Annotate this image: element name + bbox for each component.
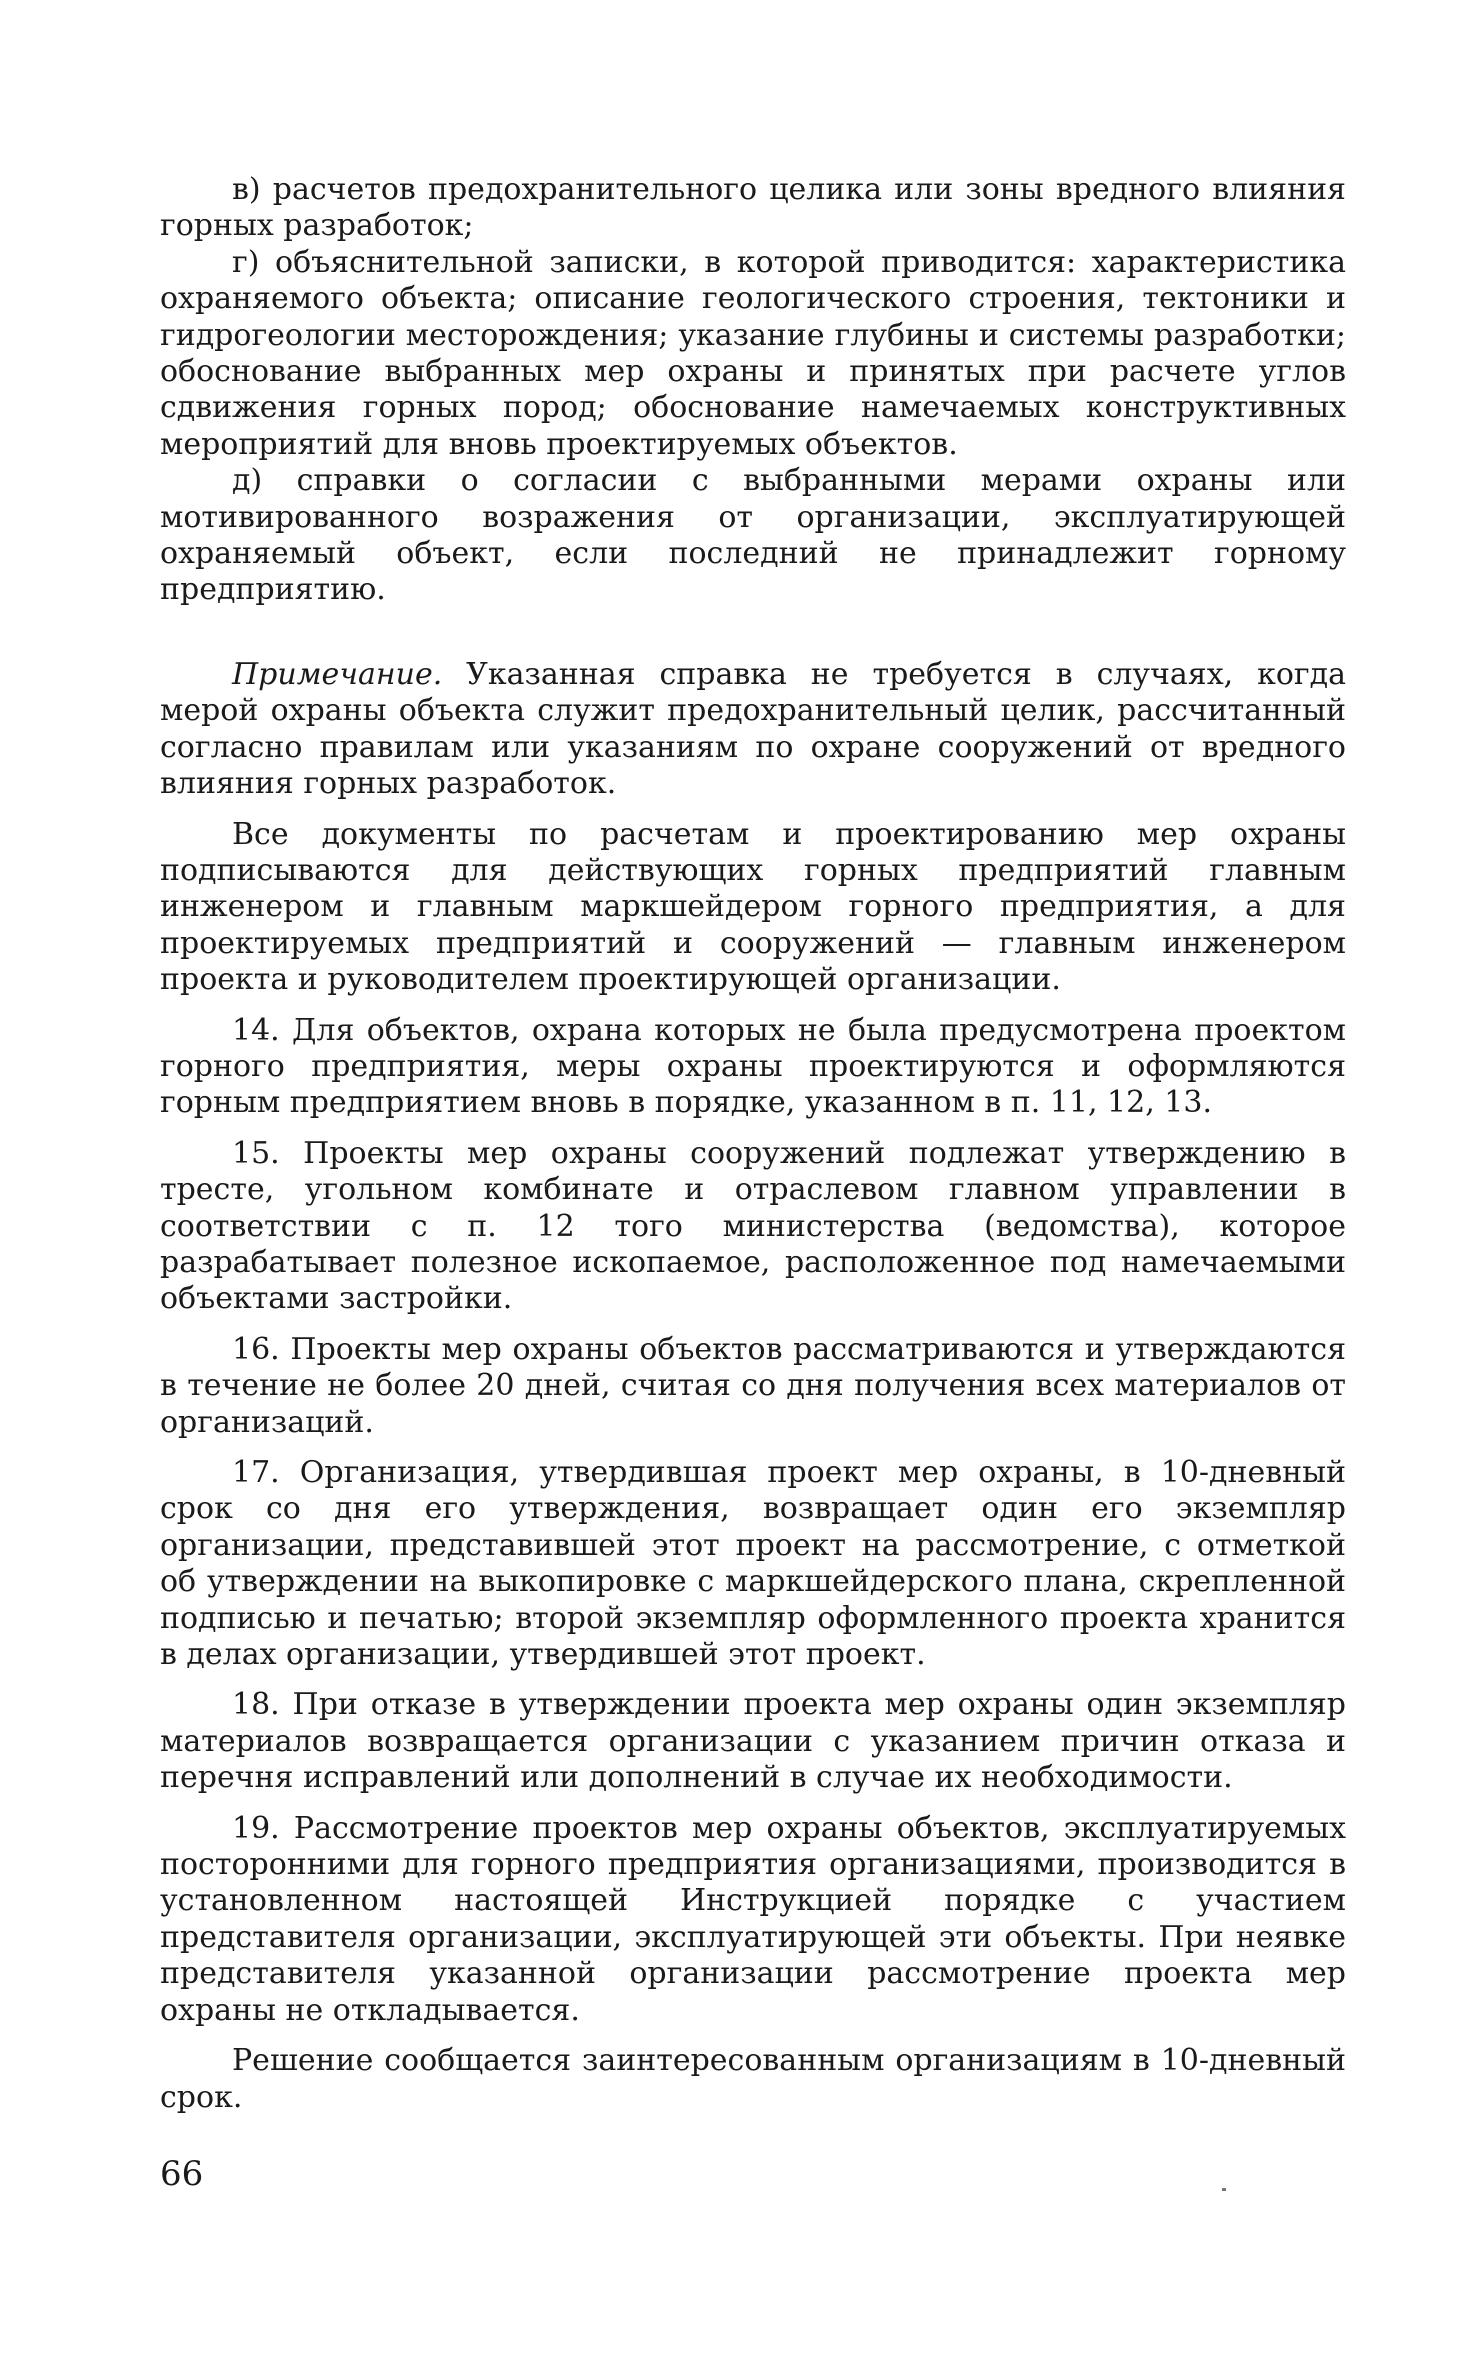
paragraph-signatures: Все документы по расчетам и проектированию мер охраны подписываются для действующих горных предприятий главным инженером и главным маркшейдером горного предприятия, а для проектируемых предприятий и сооружений — главным инженером проекта и руководителем проектирующей организации. [160, 816, 1346, 998]
list-item-g: г) объяснительной записки, в которой приводится: характеристика охраняемого объекта; описание геологического строения, тектоники и гидрогеологии месторождения; указание глубины и системы разработки; обоснование выбранных мер охраны и принятых при расчете углов сдвижения горных пород; обоснование намечаемых конструктивных мероприятий для вновь проектируемых объектов. [160, 244, 1346, 462]
note-text: Указанная справка не требуется в случаях, когда мерой охраны объекта служит предохранительный целик, рассчитанный согласно правилам или указаниям по охране сооружений от вредного влияния горных разработок. [160, 656, 1346, 802]
body-text [160, 172, 1346, 2116]
paragraph-14: 14. Для объектов, охрана которых не была предусмотрена проектом горного предприятия, меры охраны проектируются и оформляются горным предприятием вновь в порядке, указанном в п. 11, 12, 13. [160, 1012, 1346, 1121]
paragraph-17: 17. Организация, утвердившая проект мер охраны, в 10-дневный срок со дня его утверждения, возвращает один его экземпляр организации, представившей этот проект на рассмотрение, с отметкой об утверждении на выкопировке с маркшейдерского плана, скрепленной подписью и печатью; второй экземпляр оформленного проекта хранится в делах организации, утвердившей этот проект. [160, 1455, 1346, 1673]
note-paragraph [160, 657, 1346, 803]
list-item-v: в) расчетов предохранительного целика или зоны вредного влияния горных разработок; [160, 172, 1346, 244]
paragraph-18: 18. При отказе в утверждении проекта мер охраны один экземпляр материалов возвращается организации с указанием причин отказа и перечня исправлений или дополнений в случае их необходимости. [160, 1687, 1346, 1796]
paragraph-15: 15. Проекты мер охраны сооружений подлежат утверждению в тресте, угольном комбинате и отраслевом главном управлении в соответствии с п. 12 того министерства (ведомства), которое разрабатывает полезное ископаемое, расположенное под намечаемыми объектами застройки. [160, 1135, 1346, 1317]
scan-speck [1222, 2188, 1226, 2191]
paragraph-decision: Решение сообщается заинтересованным организациям в 10-дневный срок. [160, 2043, 1346, 2115]
paragraph-19: 19. Рассмотрение проектов мер охраны объектов, эксплуатируемых посторонними для горного предприятия организациями, производится в установленном настоящей Инструкцией порядке с участием представителя организации, эксплуатирующей эти объекты. При неявке представителя указанной организации рассмотрение проекта мер охраны не откладывается. [160, 1810, 1346, 2028]
note-label: Примечание. [232, 656, 443, 692]
page-number: 66 [160, 2154, 204, 2194]
paragraph-16: 16. Проекты мер охраны объектов рассматриваются и утверждаются в течение не более 20 дней, считая со дня получения всех материалов от организаций. [160, 1331, 1346, 1440]
list-item-d: д) справки о согласии с выбранными мерами охраны или мотивированного возражения от организации, эксплуатирующей охраняемый объект, если последний не принадлежит горному предприятию. [160, 463, 1346, 608]
